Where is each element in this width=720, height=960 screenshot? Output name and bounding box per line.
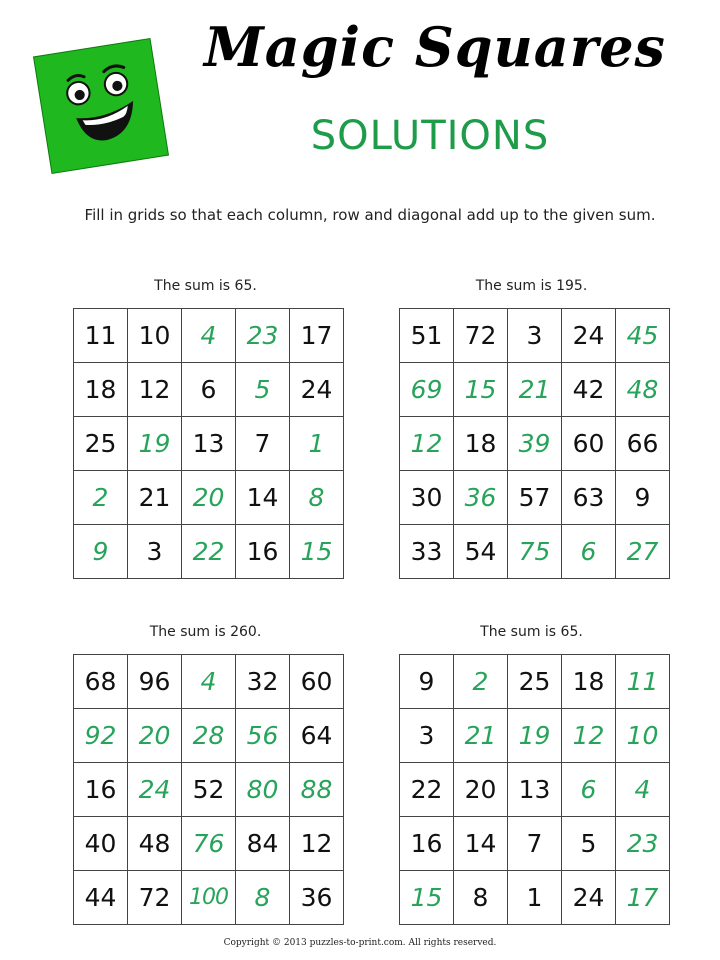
grid-cell-given: 54 bbox=[454, 525, 508, 579]
grid-cell-answer: 19 bbox=[128, 417, 182, 471]
grid-row bbox=[400, 471, 670, 525]
magic-square-puzzle bbox=[399, 622, 664, 925]
grid-cell-answer: 15 bbox=[290, 525, 344, 579]
grid-cell-answer: 56 bbox=[236, 709, 290, 763]
grid-cell-given: 48 bbox=[128, 817, 182, 871]
grid-cell-answer: 11 bbox=[616, 655, 670, 709]
grid-cell-given: 60 bbox=[290, 655, 344, 709]
grid-row bbox=[400, 363, 670, 417]
instructions-text: Fill in grids so that each column, row and diagonal add up to the given sum. bbox=[84, 206, 656, 224]
grid-row bbox=[74, 709, 344, 763]
grid-cell-given: 6 bbox=[182, 363, 236, 417]
grid-cell-given: 52 bbox=[182, 763, 236, 817]
grid-cell-given: 32 bbox=[236, 655, 290, 709]
grid-cell-given: 24 bbox=[290, 363, 344, 417]
grid-cell-given: 9 bbox=[400, 655, 454, 709]
grid-cell-given: 14 bbox=[454, 817, 508, 871]
grid-cell-given: 33 bbox=[400, 525, 454, 579]
grid-cell-given: 51 bbox=[400, 309, 454, 363]
grid-row bbox=[74, 655, 344, 709]
grid-cell-given: 7 bbox=[236, 417, 290, 471]
grid-cell-answer: 21 bbox=[508, 363, 562, 417]
grid-cell-answer: 22 bbox=[182, 525, 236, 579]
grid-cell-given: 44 bbox=[74, 871, 128, 925]
grid-cell-given: 72 bbox=[454, 309, 508, 363]
grid-cell-given: 22 bbox=[400, 763, 454, 817]
puzzle-sum-caption: The sum is 260. bbox=[149, 624, 262, 640]
grid-cell-given: 72 bbox=[128, 871, 182, 925]
grid-cell-given: 57 bbox=[508, 471, 562, 525]
grid-cell-given: 13 bbox=[508, 763, 562, 817]
grid-cell-answer: 21 bbox=[454, 709, 508, 763]
grid-cell-answer: 88 bbox=[290, 763, 344, 817]
grid-cell-given: 7 bbox=[508, 817, 562, 871]
grid-cell-given: 24 bbox=[562, 871, 616, 925]
grid-cell-answer: 69 bbox=[400, 363, 454, 417]
grid-cell-given: 16 bbox=[236, 525, 290, 579]
grid-cell-given: 12 bbox=[290, 817, 344, 871]
grid-cell-given: 25 bbox=[508, 655, 562, 709]
grid-cell-given: 64 bbox=[290, 709, 344, 763]
grid-row bbox=[74, 871, 344, 925]
grid-cell-given: 11 bbox=[74, 309, 128, 363]
magic-square-puzzle bbox=[399, 276, 664, 579]
grid-row bbox=[74, 309, 344, 363]
grid-row bbox=[74, 763, 344, 817]
grid-cell-answer: 4 bbox=[616, 763, 670, 817]
grid-cell-given: 3 bbox=[128, 525, 182, 579]
grid-cell-answer: 4 bbox=[182, 309, 236, 363]
grid-cell-given: 36 bbox=[290, 871, 344, 925]
grid-cell-answer: 6 bbox=[562, 525, 616, 579]
grid-cell-answer: 10 bbox=[616, 709, 670, 763]
grid-cell-answer: 20 bbox=[182, 471, 236, 525]
grid-row bbox=[400, 817, 670, 871]
grid-cell-answer: 2 bbox=[454, 655, 508, 709]
grid-cell-answer: 36 bbox=[454, 471, 508, 525]
grid-cell-given: 60 bbox=[562, 417, 616, 471]
green-smiling-square-icon bbox=[31, 36, 171, 176]
grid-cell-answer: 92 bbox=[74, 709, 128, 763]
grid-row bbox=[400, 871, 670, 925]
grid-cell-answer: 8 bbox=[290, 471, 344, 525]
grid-cell-answer: 19 bbox=[508, 709, 562, 763]
page-title: Magic Squares bbox=[204, 15, 666, 79]
magic-square-grid bbox=[399, 654, 670, 925]
grid-row bbox=[400, 763, 670, 817]
grid-cell-answer: 39 bbox=[508, 417, 562, 471]
puzzle-sum-caption: The sum is 65. bbox=[154, 278, 257, 294]
grid-cell-given: 10 bbox=[128, 309, 182, 363]
grid-cell-answer: 6 bbox=[562, 763, 616, 817]
grid-cell-given: 3 bbox=[508, 309, 562, 363]
puzzle-sum-caption: The sum is 195. bbox=[475, 278, 588, 294]
grid-cell-answer: 23 bbox=[616, 817, 670, 871]
grid-cell-given: 20 bbox=[454, 763, 508, 817]
grid-cell-answer: 17 bbox=[616, 871, 670, 925]
grid-cell-answer: 48 bbox=[616, 363, 670, 417]
grid-cell-given: 3 bbox=[400, 709, 454, 763]
grid-row bbox=[74, 471, 344, 525]
grid-row bbox=[400, 655, 670, 709]
grid-cell-given: 30 bbox=[400, 471, 454, 525]
grid-cell-answer: 28 bbox=[182, 709, 236, 763]
grid-cell-given: 16 bbox=[74, 763, 128, 817]
grid-row bbox=[74, 417, 344, 471]
grid-cell-given: 24 bbox=[562, 309, 616, 363]
grid-cell-given: 42 bbox=[562, 363, 616, 417]
grid-row bbox=[400, 309, 670, 363]
grid-cell-given: 9 bbox=[616, 471, 670, 525]
grid-cell-given: 17 bbox=[290, 309, 344, 363]
puzzle-sum-caption: The sum is 65. bbox=[480, 624, 583, 640]
grid-cell-given: 96 bbox=[128, 655, 182, 709]
magic-square-grid bbox=[73, 654, 344, 925]
grid-cell-answer: 45 bbox=[616, 309, 670, 363]
grid-cell-given: 18 bbox=[74, 363, 128, 417]
grid-cell-answer: 2 bbox=[74, 471, 128, 525]
grid-cell-answer: 12 bbox=[562, 709, 616, 763]
grid-row bbox=[74, 525, 344, 579]
grid-row bbox=[400, 525, 670, 579]
copyright-footer: Copyright © 2013 puzzles-to-print.com. All rights reserved. bbox=[223, 938, 497, 948]
grid-cell-given: 5 bbox=[562, 817, 616, 871]
grid-row bbox=[400, 709, 670, 763]
grid-cell-given: 84 bbox=[236, 817, 290, 871]
grid-cell-answer: 24 bbox=[128, 763, 182, 817]
grid-row bbox=[74, 817, 344, 871]
grid-cell-given: 18 bbox=[562, 655, 616, 709]
grid-cell-answer: 75 bbox=[508, 525, 562, 579]
grid-cell-answer: 4 bbox=[182, 655, 236, 709]
grid-cell-answer: 9 bbox=[74, 525, 128, 579]
grid-cell-given: 66 bbox=[616, 417, 670, 471]
grid-row bbox=[74, 363, 344, 417]
grid-cell-given: 1 bbox=[508, 871, 562, 925]
magic-square-grid bbox=[399, 308, 670, 579]
grid-cell-answer: 8 bbox=[236, 871, 290, 925]
grid-cell-answer: 12 bbox=[400, 417, 454, 471]
grid-cell-answer: 23 bbox=[236, 309, 290, 363]
grid-cell-answer: 76 bbox=[182, 817, 236, 871]
grid-cell-answer: 1 bbox=[290, 417, 344, 471]
grid-cell-given: 40 bbox=[74, 817, 128, 871]
grid-cell-answer: 15 bbox=[454, 363, 508, 417]
grid-cell-given: 8 bbox=[454, 871, 508, 925]
grid-cell-given: 63 bbox=[562, 471, 616, 525]
grid-cell-answer: 27 bbox=[616, 525, 670, 579]
grid-cell-answer: 20 bbox=[128, 709, 182, 763]
grid-cell-answer: 5 bbox=[236, 363, 290, 417]
magic-square-puzzle bbox=[73, 622, 338, 925]
grid-cell-given: 12 bbox=[128, 363, 182, 417]
grid-cell-given: 25 bbox=[74, 417, 128, 471]
magic-square-puzzle bbox=[73, 276, 338, 579]
page-subtitle: SOLUTIONS bbox=[310, 113, 550, 159]
grid-row bbox=[400, 417, 670, 471]
grid-cell-given: 16 bbox=[400, 817, 454, 871]
grid-cell-given: 18 bbox=[454, 417, 508, 471]
grid-cell-answer: 15 bbox=[400, 871, 454, 925]
grid-cell-given: 13 bbox=[182, 417, 236, 471]
grid-cell-given: 21 bbox=[128, 471, 182, 525]
grid-cell-given: 68 bbox=[74, 655, 128, 709]
grid-cell-answer: 80 bbox=[236, 763, 290, 817]
magic-square-grid bbox=[73, 308, 344, 579]
grid-cell-given: 14 bbox=[236, 471, 290, 525]
grid-cell-answer: 100 bbox=[182, 871, 236, 925]
